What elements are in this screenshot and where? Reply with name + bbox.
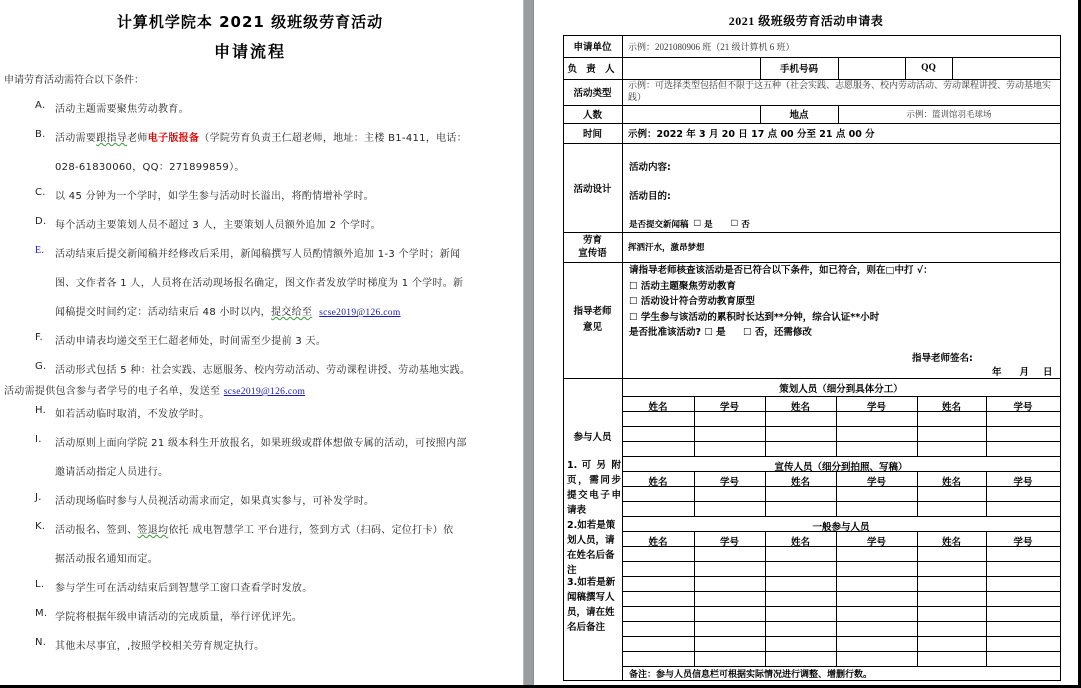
publicity-header: 宣传人员（细分到拍照、写稿）: [774, 462, 908, 473]
col-id: 学号: [1013, 477, 1033, 488]
condition-b: B. 活动需要跟指导老师电子版报备（学院劳育负责王仁超老师，地址：主楼 B1-411，电话：: [35, 129, 468, 144]
col-name: 姓名: [941, 402, 961, 413]
date-fields: 年 月 日: [992, 367, 1053, 378]
checkbox[interactable]: ☐: [629, 280, 638, 292]
col-name: 姓名: [941, 537, 961, 548]
checkbox[interactable]: ☐: [629, 311, 638, 323]
condition-g: G. 活动形式包括 5 种：社会实践、志愿服务、校内劳动活动、劳动课程讲授、劳动基地实践。: [35, 361, 471, 376]
condition-b-cont: 028-61830060，QQ：271899859）。: [55, 162, 245, 173]
location-label: 地点: [789, 110, 809, 121]
highlight-electronic-report: 电子版报备: [147, 133, 200, 144]
check-item-design: ☐ 活动设计符合劳动教育原型: [629, 296, 755, 307]
col-name: 姓名: [648, 477, 668, 488]
applicant-unit-field[interactable]: 示例：2021080906 班（21 级计算机 6 班）: [628, 41, 795, 52]
participants-note-1: 1. 可 另 附页，需同步提交电子申请表: [567, 460, 621, 516]
teacher-instruction: 请指导老师核查该活动是否已符合以下条件，如已符合，则在□中打 √：: [629, 265, 933, 276]
col-name: 姓名: [790, 477, 810, 488]
document-title: 计算机学院本 2021 级班级劳育活动: [116, 13, 384, 31]
person-in-charge-field[interactable]: [622, 57, 760, 79]
person-in-charge-label: 负 责 人: [567, 64, 618, 75]
activity-content-label: 活动内容:: [629, 162, 671, 173]
col-name: 姓名: [790, 537, 810, 548]
check-item-duration: ☐ 学生参与该活动的累积时长达到**分钟，综合认证**小时: [629, 311, 880, 323]
form-title: 2021 级班级劳育活动申请表: [728, 14, 884, 28]
condition-m: M. 学院将根据年级申请活动的完成质量，举行评优评先。: [35, 608, 303, 623]
left-document-page: [0, 0, 523, 685]
condition-e-cont1: 图、文作者各 1 人，人员将在活动现场报名确定，图文作者发放学时梯度为 1 个学时。新: [55, 278, 464, 289]
condition-f: F. 活动申请表均递交至王仁超老师处，时间需至少提前 3 天。: [35, 332, 327, 347]
news-submit-row: 是否提交新闻稿 ☐ 是 ☐ 否: [629, 219, 750, 230]
check-item-theme: ☐ 活动主题聚焦劳动教育: [629, 280, 736, 292]
col-id: 学号: [866, 402, 886, 413]
condition-e-cont2: 闻稿提交时间约定：活动结束后 48 小时以内，提交给至 scse2019@126.com: [55, 307, 401, 318]
col-name: 姓名: [648, 402, 668, 413]
time-label: 时间: [582, 129, 602, 140]
slogan-field[interactable]: 挥洒汗水，激昂梦想: [628, 243, 705, 253]
qq-label: QQ: [921, 63, 936, 73]
col-id: 学号: [719, 402, 739, 413]
general-participants-header: 一般参与人员: [812, 522, 870, 533]
headcount-field[interactable]: [622, 105, 760, 123]
col-id: 学号: [1013, 402, 1033, 413]
news-no-checkbox[interactable]: ☐: [730, 219, 739, 229]
condition-a: A. 活动主题需要聚焦劳动教育。: [35, 100, 189, 115]
email-link[interactable]: scse2019@126.com: [319, 308, 401, 318]
email-link-2[interactable]: scse2019@126.com: [223, 387, 306, 397]
condition-i: I. 活动原则上面向学院 21 级本科生开放报名，如果班级或群体想做专属的活动，可按照内部: [35, 434, 467, 449]
condition-k: K. 活动报名、签到、签退均依托 成电智慧学工 平台进行，签到方式（扫码、定位打卡）依: [35, 521, 454, 536]
planners-header: 策划人员（细分到具体分工）: [779, 384, 903, 395]
intro-text: 申请劳育活动需符合以下条件：: [4, 75, 144, 86]
teacher-signature-label: 指导老师签名:: [912, 353, 973, 364]
approve-yes-checkbox[interactable]: ☐: [704, 327, 713, 338]
condition-e: E. 活动结束后提交新闻稿并经修改后采用，新闻稿撰写人员酌情额外追加 1-3 个学时；新闻: [35, 245, 461, 260]
applicant-unit-label: 申请单位: [573, 42, 612, 53]
condition-n: N. 其他未尽事宜，,按照学校相关劳育规定执行。: [35, 637, 265, 652]
time-field[interactable]: 示例：2022 年 3 月 20 日 17 点 00 分至 21 点 00 分: [628, 129, 875, 140]
condition-j: J. 活动现场临时参与人员视活动需求而定，如果真实参与，可补发学时。: [35, 492, 375, 507]
col-id: 学号: [1013, 537, 1033, 548]
headcount-label: 人数: [582, 110, 602, 121]
condition-k-cont: 据活动报名通知而定。: [55, 554, 158, 565]
col-name: 姓名: [790, 402, 810, 413]
col-id: 学号: [866, 537, 886, 548]
condition-g-cont: 活动需提供包含参与者学号的电子名单，发送至 scse2019@126.com: [4, 386, 306, 397]
slogan-label: 劳育 宣传语: [578, 235, 607, 259]
phone-label: 手机号码: [779, 64, 818, 75]
participants-label: 参与人员: [573, 432, 612, 443]
condition-h: H. 如若活动临时取消，不发放学时。: [35, 405, 210, 420]
activity-type-label: 活动类型: [573, 88, 612, 99]
approval-row: 是否批准该活动? ☐ 是 ☐ 否，还需修改: [629, 327, 812, 338]
condition-c: C. 以 45 分钟为一个学时，如学生参与活动时长溢出，将酌情增补学时。: [35, 187, 374, 202]
participants-note-2: 2.如若是策划人员，请在姓名后备注: [567, 520, 616, 576]
news-yes-checkbox[interactable]: ☐: [693, 219, 702, 229]
checkbox[interactable]: ☐: [629, 296, 638, 307]
col-id: 学号: [719, 477, 739, 488]
qq-field[interactable]: [952, 57, 1060, 79]
col-name: 姓名: [648, 537, 668, 548]
teacher-opinion-label: 指导老师 意见: [573, 306, 612, 333]
activity-purpose-label: 活动目的:: [629, 191, 671, 202]
participants-remark: 备注：参与人员信息栏可根据实际情况进行调整、增删行数。: [629, 670, 873, 680]
activity-design-label: 活动设计: [573, 183, 612, 195]
phone-field[interactable]: [838, 57, 905, 79]
condition-d: D. 每个活动主要策划人员不超过 3 人，主要策划人员额外追加 2 个学时。: [35, 216, 381, 231]
condition-i-cont: 邀请活动指定人员进行。: [55, 467, 169, 478]
col-name: 姓名: [941, 477, 961, 488]
approve-no-checkbox[interactable]: ☐: [743, 327, 752, 338]
col-id: 学号: [866, 477, 886, 488]
location-field[interactable]: 示例：篮训馆羽毛球场: [906, 110, 992, 120]
participants-note-3: 3.如若是新闻稿撰写人员，请在姓名后备注: [567, 577, 616, 633]
page-divider: [523, 0, 534, 685]
teacher-checklist: [629, 263, 933, 341]
activity-type-field[interactable]: 示例：可选择类型包括但不限于这五种（社会实践、志愿服务、校内劳动活动、劳动课程讲授、劳动基地实践）: [628, 81, 1052, 103]
condition-l: L. 参与学生可在活动结束后到智慧学工窗口查看学时发放。: [35, 579, 313, 594]
document-subtitle: 申请流程: [213, 42, 286, 61]
col-id: 学号: [719, 537, 739, 548]
